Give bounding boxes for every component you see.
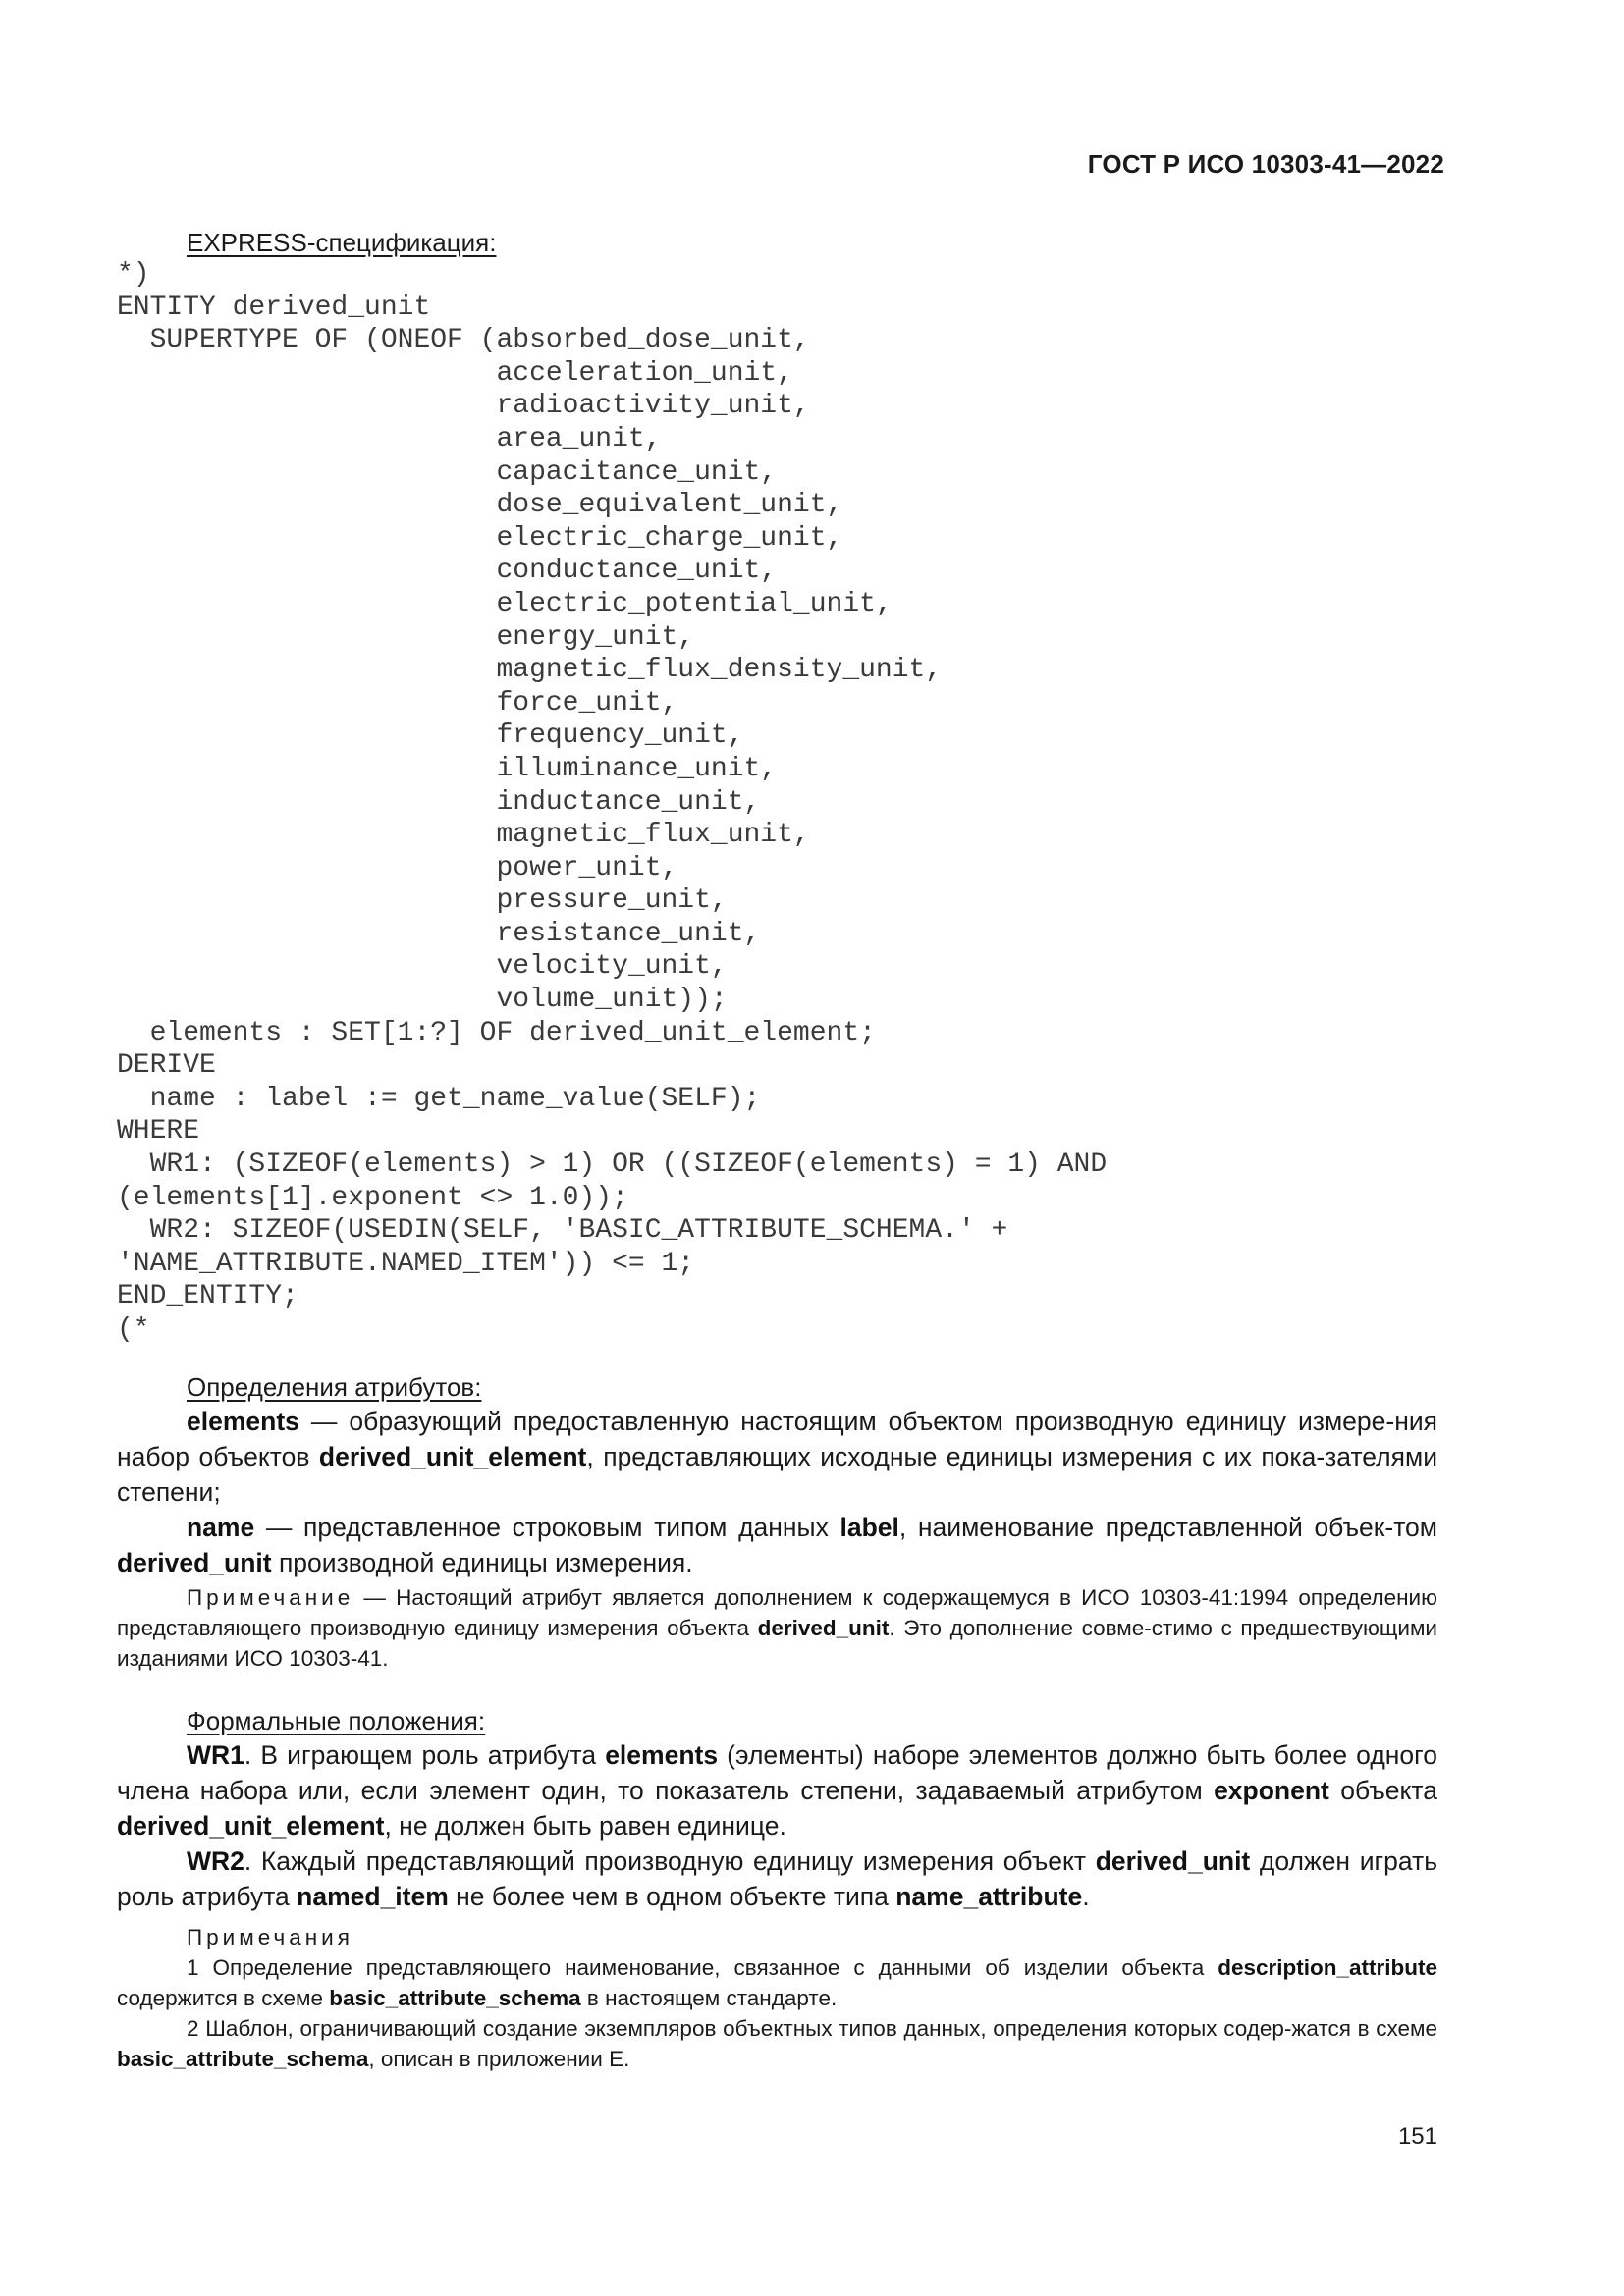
ref-derived-unit-element: derived_unit_element: [318, 1442, 587, 1471]
attribute-definitions: [117, 1404, 1437, 1580]
rule-wr1: WR1. В играющем роль атрибута elements (элементы) наборе элементов должно быть более одного члена набора или, если элемент один, то показатель степени, задаваемый атрибутом exponent объекта derived_unit_element, не должен быть равен единице.: [117, 1740, 1438, 1841]
notes-label: Примечания: [187, 1925, 353, 1949]
attributes-title: Определения атрибутов:: [187, 1372, 482, 1402]
express-code-block: *) ENTITY derived_unit SUPERTYPE OF (ONEOF (absorbed_dose_unit, acceleration_unit, radioactivity_unit, area_unit, capacitance_unit, dose_equivalent_unit, electric_charge_unit, conductance_unit, electric_potential_unit, energy_unit, magnetic_flux_density_unit, force_unit, frequency_unit, illuminance_unit, inductance_unit, magnetic_flux_unit, power_unit, pressure_unit, resistance_unit, velocity_unit, volume_unit)); elements : SET[1:?] OF derived_unit_element; DERIVE name : label := get_name_value(SELF); WHERE WR1: (SIZEOF(elements) > 1) OR ((SIZEOF(elements) = 1) AND (elements[1].exponent <> 1.0)); WR2: SIZEOF(USEDIN(SELF, 'BASIC_ATTRIBUTE_SCHEMA.' + 'NAME_ATTRIBUTE.NAMED_ITEM')) <= 1; END_ENTITY; (*: [117, 259, 1108, 1345]
ref-derived-unit: derived_unit: [757, 1616, 890, 1640]
document-header: ГОСТ Р ИСО 10303-41—2022: [1087, 149, 1444, 179]
formal-propositions-title: Формальные положения:: [187, 1706, 486, 1735]
formal-propositions: [117, 1737, 1437, 1914]
note-2: 2 Шаблон, ограничивающий создание экземпляров объектных типов данных, определения которых содер-жатся в схеме basic_attribute_schema, описан в приложении Е.: [117, 2016, 1437, 2071]
note-1: 1 Определение представляющего наименование, связанное с данными об изделии объекта description_attribute содержится в схеме basic_attribute_schema в настоящем стандарте.: [117, 1955, 1437, 2010]
attribute-note: Примечание — Настоящий атрибут является дополнением к содержащемуся в ИСО 10303-41:1994 определению представляющего производную единицу измерения объекта derived_unit. Это дополнение совме-стимо с предшествующими изданиями ИСО 10303-41.: [117, 1585, 1437, 1671]
rule-wr1-label: WR1: [187, 1740, 244, 1770]
rule-wr2: WR2. Каждый представляющий производную единицу измерения объект derived_unit должен играть роль атрибута named_item не более чем в одном объекте типа name_attribute.: [117, 1846, 1437, 1911]
express-spec-title: EXPRESS-спецификация:: [187, 228, 497, 257]
term-name: name: [187, 1513, 255, 1542]
attribute-elements-definition: elements — образующий предоставленную настоящим объектом производную единицу измере-ния набор объектов derived_unit_element, представляющих исходные единицы измерения с их пока-зателями степени;: [117, 1407, 1437, 1507]
ref-label: label: [839, 1513, 899, 1542]
ref-derived-unit: derived_unit: [117, 1548, 272, 1577]
rule-wr2-label: WR2: [187, 1846, 244, 1876]
page-number: 151: [1397, 2123, 1437, 2150]
note-label: Примечание: [187, 1585, 354, 1610]
attribute-name-definition: name — представленное строковым типом данных label, наименование представленной объек-том derived_unit производной единицы измерения.: [117, 1513, 1437, 1577]
formal-notes: [117, 1922, 1437, 2074]
term-elements: elements: [187, 1407, 299, 1436]
